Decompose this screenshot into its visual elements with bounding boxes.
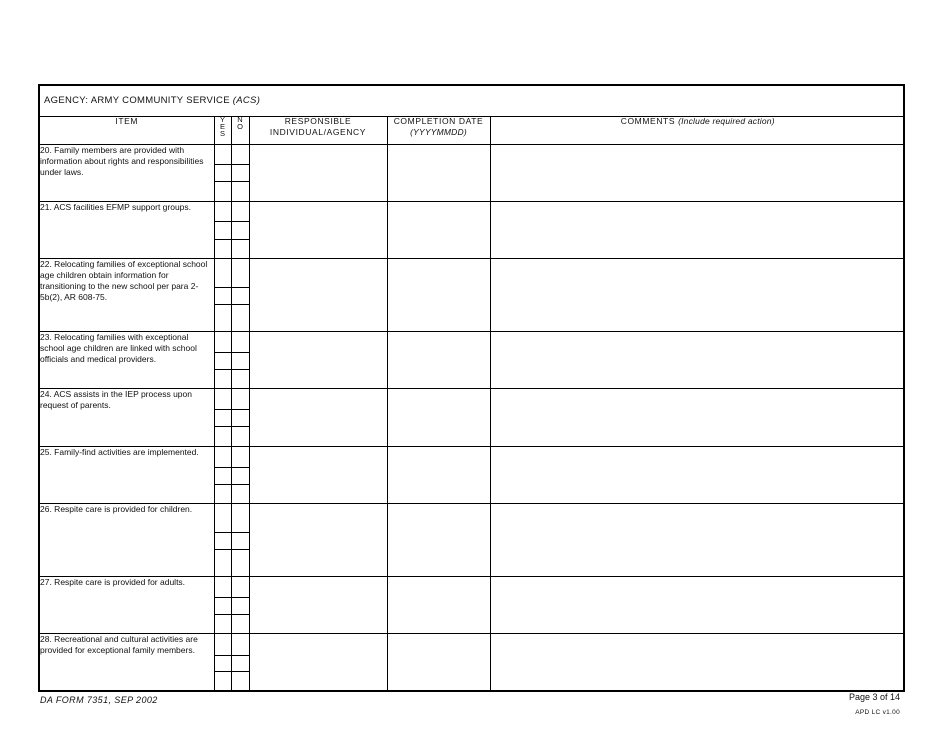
completion-line1: COMPLETION DATE — [393, 116, 484, 126]
yes-checkbox[interactable] — [214, 331, 231, 388]
no-checkbox[interactable] — [231, 633, 249, 692]
no-checkbox[interactable] — [231, 576, 249, 633]
responsible-input[interactable] — [249, 331, 387, 388]
no-checkbox[interactable] — [231, 258, 249, 331]
responsible-input[interactable] — [249, 144, 387, 201]
responsible-input[interactable] — [249, 576, 387, 633]
table-row — [40, 331, 905, 388]
completion-date-input[interactable] — [387, 503, 490, 576]
responsible-input[interactable] — [249, 201, 387, 258]
yes-column-header — [214, 116, 231, 144]
comments-note: (Include required action) — [678, 116, 775, 126]
responsible-line2: INDIVIDUAL/AGENCY — [269, 127, 367, 137]
version-label: APD LC v1.00 — [855, 709, 900, 716]
completion-line2: (YYYYMMDD) — [410, 127, 467, 137]
yes-checkbox[interactable] — [214, 388, 231, 446]
agency-abbr: (ACS) — [232, 95, 261, 106]
comments-input[interactable] — [490, 503, 905, 576]
responsible-input[interactable] — [249, 446, 387, 503]
completion-date-input[interactable] — [387, 144, 490, 201]
table-row — [40, 446, 905, 503]
no-checkbox[interactable] — [231, 144, 249, 201]
comments-input[interactable] — [490, 576, 905, 633]
form-id: DA FORM 7351, SEP 2002 — [40, 695, 158, 705]
table-row — [40, 144, 905, 201]
item-cell: 20. Family members are provided with information about rights and responsibilities under laws. — [40, 144, 214, 201]
table-row — [40, 503, 905, 576]
comments-input[interactable] — [490, 258, 905, 331]
item-column-header: ITEM — [40, 116, 214, 144]
completion-date-input[interactable] — [387, 446, 490, 503]
yes-checkbox[interactable] — [214, 144, 231, 201]
yes-checkbox[interactable] — [214, 633, 231, 692]
no-header-text: N O — [237, 115, 243, 131]
header-row — [40, 116, 905, 144]
item-cell: 23. Relocating families with exceptional school age children are linked with school officials and medical providers. — [40, 331, 214, 388]
comments-label: COMMENTS — [620, 116, 679, 126]
comments-input[interactable] — [490, 388, 905, 446]
form-frame — [38, 84, 905, 692]
item-cell: 21. ACS facilities EFMP support groups. — [40, 201, 214, 258]
yes-checkbox[interactable] — [214, 258, 231, 331]
table-row — [40, 258, 905, 331]
responsible-input[interactable] — [249, 388, 387, 446]
yes-checkbox[interactable] — [214, 576, 231, 633]
item-cell: 27. Respite care is provided for adults. — [40, 576, 214, 633]
responsible-column-header — [249, 116, 387, 144]
comments-input[interactable] — [490, 633, 905, 692]
completion-date-input[interactable] — [387, 633, 490, 692]
table-row — [40, 201, 905, 258]
no-checkbox[interactable] — [231, 446, 249, 503]
agency-label: AGENCY: ARMY COMMUNITY SERVICE — [44, 95, 233, 106]
no-column-header — [231, 116, 249, 144]
yes-checkbox[interactable] — [214, 446, 231, 503]
completion-date-input[interactable] — [387, 201, 490, 258]
completion-date-input[interactable] — [387, 331, 490, 388]
yes-checkbox[interactable] — [214, 503, 231, 576]
yes-header-text: Y E S — [219, 115, 225, 138]
item-cell: 28. Recreational and cultural activities are provided for exceptional family members. — [40, 633, 214, 692]
yes-checkbox[interactable] — [214, 201, 231, 258]
item-cell: 24. ACS assists in the IEP process upon request of parents. — [40, 388, 214, 446]
responsible-input[interactable] — [249, 503, 387, 576]
comments-input[interactable] — [490, 446, 905, 503]
completion-date-input[interactable] — [387, 576, 490, 633]
item-cell: 26. Respite care is provided for children. — [40, 503, 214, 576]
no-checkbox[interactable] — [231, 201, 249, 258]
responsible-line1: RESPONSIBLE — [284, 116, 352, 126]
comments-input[interactable] — [490, 331, 905, 388]
agency-row — [40, 86, 903, 117]
table-row — [40, 388, 905, 446]
item-cell: 25. Family-find activities are implemented. — [40, 446, 214, 503]
no-checkbox[interactable] — [231, 331, 249, 388]
completion-date-input[interactable] — [387, 258, 490, 331]
no-checkbox[interactable] — [231, 388, 249, 446]
responsible-input[interactable] — [249, 258, 387, 331]
completion-column-header — [387, 116, 490, 144]
page-number: Page 3 of 14 — [848, 692, 900, 702]
table-row — [40, 633, 905, 692]
comments-input[interactable] — [490, 201, 905, 258]
table-row — [40, 576, 905, 633]
completion-date-input[interactable] — [387, 388, 490, 446]
comments-input[interactable] — [490, 144, 905, 201]
responsible-input[interactable] — [249, 633, 387, 692]
no-checkbox[interactable] — [231, 503, 249, 576]
checklist-table — [40, 116, 905, 692]
item-cell: 22. Relocating families of exceptional school age children obtain information for transitioning to the new school per para 2-5b(2), AR 608-75. — [40, 258, 214, 331]
comments-column-header — [490, 116, 905, 144]
